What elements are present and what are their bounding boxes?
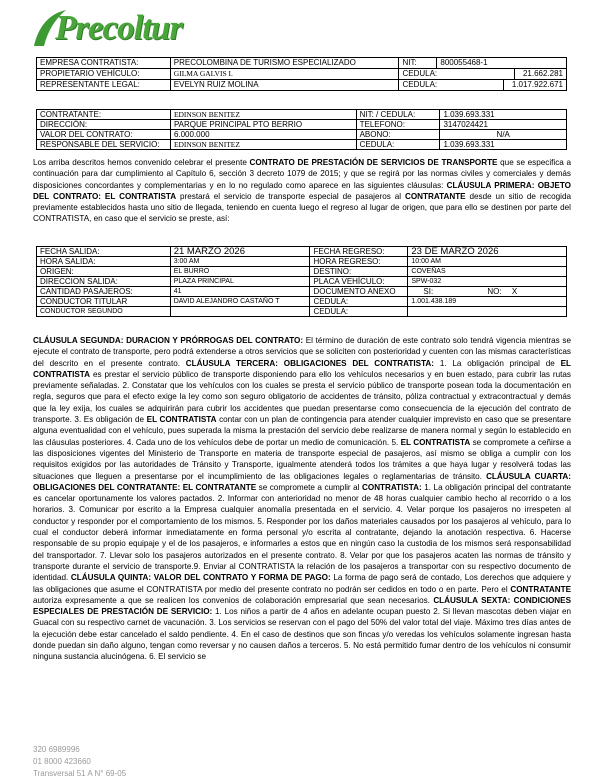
- conductor-segundo-label: CONDUCTOR SEGUNDO: [37, 307, 171, 317]
- direccion-label: DIRECCIÓN:: [37, 120, 171, 130]
- clause-4-title: CLÁUSULA CUARTA: OBLIGACIONES DEL CONTRATANTE: EL CONTRATANTE: [33, 471, 571, 492]
- clause-text-6: se compromete a cumplir al: [256, 482, 362, 492]
- clause-text-3: es prestar el servicio público de transporte disponiendo para ello los vehículos necesarios y en buen estado, para cubrir las rutas previamente señaladas. 2. Constatar que los vehículos con los cuales se presta el servicio público de transporte posean toda la documentación en regla, seguros que para el efecto exige la ley como son seguro obligatorio de accidentes de tránsito, póliza contractual y extracontractual y demás que la ley exija, los cuales se adquirirán para cubrir los accidentes que puedan presentarse como consecuencia de la ejecución del contrato de transporte. 3. Es obligación de: [33, 369, 571, 425]
- direccion-salida-value: PLAZA PRINCIPAL: [170, 277, 310, 287]
- clause-text-8: La forma de pago será de contado, Los derechos que adquiere y las obligaciones que asume el CONTRATISTA por medio del presente contrato no podrán ser cedidos en todo o en parte. Pero el: [33, 573, 571, 594]
- footer-phone-1: 320 6989996: [33, 745, 80, 754]
- logo-text: Precoltur: [55, 8, 183, 47]
- propietario-label: PROPIETARIO VEHÍCULO:: [37, 69, 171, 80]
- propietario-cedula-label: CEDULA:: [399, 69, 514, 79]
- footer-phone-2: 01 8000 423660: [33, 757, 91, 766]
- hora-salida-value: 3:00 AM: [170, 257, 310, 267]
- clause-bold-3: EL CONTRATISTA: [33, 358, 571, 379]
- conductor-titular-cedula-label: CEDULA:: [310, 297, 408, 307]
- conductor-segundo-value: [170, 307, 310, 317]
- valor-label: VALOR DEL CONTRATO:: [37, 130, 171, 140]
- nit-value: 800055468-1: [437, 58, 567, 69]
- valor-value: 6.000.000: [170, 130, 356, 140]
- clause-text-7: 1. La obligación principal del contratante es cancelar oportunamente los valores pactados. 2. Informar con anterioridad no menor de 48 horas cualquier cambio hecho al recorrido o a los horarios. 3. Comunicar por escrito a la Empresa cualquier anomalía presentada en el servicio. 4. Velar porque los pasajeros no irrespeten al conductor y responder por el comportamiento de los mismos. 5. Responder por los daños materiales causados por los pasajeros al vehículo, para lo cual el conductor deberá informar inmediatamente en forma personal y/o escrita al contratante, dejando la anotación respectiva. 6. Hacerse responsable de su propio equipaje y el de los pasajeros, e informarles a estos que en ningún caso la custodia de los mismos será responsabilidad del transportador. 7. Llevar solo los pasajeros autorizados en el presente contrato. 8. Velar por que los pasajeros acaten las normas de tránsito y transporte durante el servicio de transporte.9. Enviar al CONTRATISTA la relación de los pasajeros a transportar con su respectivo documento de identidad.: [33, 482, 571, 583]
- responsable-cedula-label: CEDULA:: [356, 140, 440, 150]
- origen-value: EL BURRO: [170, 267, 310, 277]
- no-label: NO:: [487, 286, 502, 296]
- telefono-label: TELEFONO:: [356, 120, 440, 130]
- clause-text-2: 1. La obligación principal de: [434, 358, 561, 368]
- clause-text-4: contar con un plan de contingencia para atender cualquier imprevisto en caso que se presentare alguna eventualidad con el vehículo, pues superada la misma la prestación del servicio debe realizarse de manera normal y según lo establecido en las cláusulas posteriores. 4. Cada uno de los vehículos debe de portar un medio de comunicación. 5.: [33, 415, 571, 447]
- representante-cedula-value: 1.017.922.671: [511, 80, 563, 89]
- responsable-cedula-value: 1.039.693.331: [440, 140, 567, 150]
- direccion-salida-label: DIRECCION SALIDA:: [37, 277, 171, 287]
- conductor-segundo-cedula-label: CEDULA:: [310, 307, 408, 317]
- documento-label: DOCUMENTO ANEXO: [310, 287, 408, 297]
- fecha-regreso-label: FECHA REGRESO:: [310, 247, 408, 257]
- intro-paragraph: [33, 157, 571, 247]
- responsable-value: EDINSON BENITEZ: [170, 140, 356, 150]
- clause-6-title: CLÁUSULA SEXTA: CONDICIONES ESPECIALES DE PRESTACIÓN DE SERVICIO:: [33, 595, 571, 617]
- abono-value: N/A: [440, 130, 567, 140]
- clause-5-title: CLÁUSULA QUINTA: VALOR DEL CONTRATO Y FORMA DE PAGO:: [70, 573, 331, 583]
- telefono-value: 3147024421: [440, 120, 567, 130]
- contratante-label: CONTRATANTE:: [37, 110, 171, 120]
- propietario-cedula-value: 21.662.281: [522, 69, 563, 78]
- clause-2-title: CLÁUSULA SEGUNDA: DURACION Y PRÓRROGAS DEL CONTRATO:: [33, 336, 304, 345]
- nit-label: NIT:: [399, 58, 437, 69]
- contratante-value: EDINSON BENITEZ: [170, 110, 356, 120]
- contratista-label: EMPRESA CONTRATISTA:: [37, 58, 171, 69]
- placa-label: PLACA VEHÍCULO:: [310, 277, 408, 287]
- abono-label: ABONO:: [356, 130, 440, 140]
- fecha-regreso-value: 23 DE MARZO 2026: [408, 247, 567, 257]
- clause-text-9: autoriza expresamente a que se realicen los convenios de colaboración empresarial que sean necesarios.: [33, 595, 434, 605]
- representante-cedula-cell: [399, 80, 567, 91]
- nit-cedula-label: NIT: / CEDULA:: [356, 110, 440, 120]
- conductor-titular-cedula-value: 1.001.438.189: [408, 297, 567, 307]
- clause-bold-7: CONTRATISTA:: [362, 482, 422, 492]
- hora-regreso-label: HORA REGRESO:: [310, 257, 408, 267]
- hora-salida-label: HORA SALIDA:: [37, 257, 171, 267]
- cantidad-label: CANTIDAD PASAJEROS:: [37, 287, 171, 297]
- footer-address: Transversal 51 A N° 69-05: [33, 769, 127, 778]
- representante-value: EVELYN RUIZ MOLINA: [170, 80, 399, 91]
- clause-bold-9: CONTRATANTE: [510, 584, 571, 594]
- contratista-value: PRECOLOMBINA DE TURISMO ESPECIALIZADO: [170, 58, 399, 69]
- responsable-label: RESPONSABLE DEL SERVICIO:: [37, 140, 171, 150]
- clause-text-1: El término de duración de este contrato solo tendrá vigencia mientras se ejecute el contrato de transporte, pero podrá extenderse a otros servicios que se soliciten con posterioridad y cuenten con las mismas características del descrito en el presente contrato.: [33, 336, 571, 368]
- clause-bold-4: EL CONTRATISTA: [146, 415, 217, 425]
- destino-value: COVEÑAS: [408, 267, 567, 277]
- clause-3-title: CLÁUSULA TERCERA: OBLIGACIONES DEL CONTRATISTA:: [185, 358, 434, 368]
- company-table: [36, 57, 567, 91]
- intro-text-1: Los arriba descritos hemos convenido celebrar el presente: [33, 158, 250, 167]
- clause-text-5: se compromete a ceñirse a las disposiciones vigentes del Ministerio de Transporte en materia de transporte especial de pasajeros, así mismo se obliga a cumplir con los requisitos exigidos por las autoridades de Tránsito y Transporte, igualmente atenderá todos los trámites a que haya lugar y resolverá todas las situaciones que lleguen a presentarse por el incumplimiento de las obligaciones legales o reglamentarias de tránsito.: [33, 437, 571, 481]
- propietario-cedula-cell: [399, 69, 567, 80]
- origen-label: ORIGEN:: [37, 267, 171, 277]
- fecha-salida-label: FECHA SALIDA:: [37, 247, 171, 257]
- client-table: [36, 109, 567, 150]
- nit-cedula-value: 1.039.693.331: [440, 110, 567, 120]
- intro-bold-1: CONTRATO DE PRESTACIÓN DE SERVICIOS DE TRANSPORTE: [249, 158, 498, 167]
- company-logo: [30, 6, 183, 52]
- conductor-titular-label: CONDUCTOR TITULAR: [37, 297, 171, 307]
- representante-cedula-label: CEDULA:: [399, 80, 503, 90]
- direccion-value: PARQUE PRINCIPAL PTO BERRIO: [170, 120, 356, 130]
- clause-bold-5: EL CONTRATISTA: [400, 437, 471, 447]
- propietario-value: GILMA GALVIS I.: [170, 69, 399, 80]
- conductor-titular-value: DAVID ALEJANDRO CASTAÑO T: [170, 297, 310, 307]
- clause-text-10: 1. Los niños a partir de 4 años en adelante ocupan puesto 2. Si llevan mascotas deben viajar en Guacal con su respectivo carnet de vacunación. 3. Los servicios se reservan con el pago del 50% del valor total del viaje. Máximo tres días antes de la ejecución debe estar cancelado el saldo pendiente. 4. En el caso de destinos que son fincas y/o veredas los vehículos solamente ingresan hasta donde puedan sin daño alguno, tengan como reversar y no causen daños a terceros. 5. No está permitido fumar dentro de los vehículos ni consumir ninguna sustancia alucinógena. 6. El servicio se: [33, 607, 571, 662]
- destino-label: DESTINO:: [310, 267, 408, 277]
- intro-bold-3: CONTRATANTE: [404, 191, 466, 201]
- cantidad-value: 41: [170, 287, 310, 297]
- representante-label: REPRESENTANTE LEGAL:: [37, 80, 171, 91]
- placa-value: SPW-032: [408, 277, 567, 287]
- conductor-segundo-cedula-value: [408, 307, 567, 317]
- intro-text-4: desde un sitio de recogida previamente establecidos hasta uno sitio de llegada, teniendo en cuenta luego el regreso al lugar de origen, que para ello se destinen por parte del CONTRATISTA, en caso que el servicio se preste, así:: [33, 191, 571, 224]
- trip-table: [36, 246, 567, 317]
- hora-regreso-value: 10:00 AM: [408, 257, 567, 267]
- intro-text-2: que se especifica a continuación para dar cumplimiento al Capítulo 6, sección 3 decreto 1079 de 2015; y que se regirá por las normas civiles y comerciales y demás disposiciones concordantes y complementarias y en lo no regulado como aparece en las siguientes cláusulas:: [33, 158, 571, 190]
- fecha-salida-value: 21 MARZO 2026: [170, 247, 310, 257]
- intro-text-3: prestará el servicio de transporte especial de pasajeros al: [176, 191, 405, 201]
- no-mark: X: [511, 286, 518, 296]
- si-label: SI:: [423, 286, 434, 296]
- documento-options: [408, 287, 567, 297]
- clauses-paragraph: [33, 335, 571, 748]
- clause-1-title: CLÁUSULA PRIMERA: OBJETO DEL CONTRATO: EL CONTRATISTA: [33, 180, 571, 201]
